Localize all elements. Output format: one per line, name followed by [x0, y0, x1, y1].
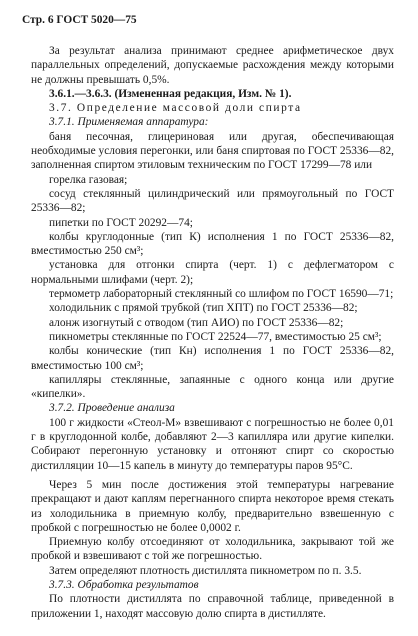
paragraph: По плотности дистиллята по справочной таблице, приведенной в приложении 1, находят массовую долю спирта в дистилляте. — [31, 593, 394, 620]
paragraph: горелка газовая; — [49, 173, 128, 186]
paragraph: За результат анализа принимают среднее арифметическое двух параллельных определений, допускаемые расхождения между которыми не должны превышать 0,5%. — [31, 45, 394, 86]
paragraph: алонж изогнутый с отводом (тип АИО) по ГОСТ 25336—82; — [49, 316, 344, 329]
paragraph: сосуд стеклянный цилиндрический или прямоугольный по ГОСТ 25336—82; — [31, 187, 394, 215]
paragraph: установка для отгонки спирта (черт. 1) с дефлегматором с нормальными шлифами (черт. 2); — [31, 259, 394, 286]
paragraph: Затем определяют плотность дистиллята пикнометром по п. 3.5. — [49, 564, 362, 577]
paragraph: термометр лабораторный стеклянный со шлифом по ГОСТ 16590—71; — [49, 288, 394, 301]
body-text — [31, 44, 394, 621]
paragraph: 3.6.1.—3.6.3. (Измененная редакция, Изм. № 1). — [49, 87, 292, 100]
paragraph: капилляры стеклянные, запаянные с одного конца или другие «кипелки». — [31, 373, 394, 401]
paragraph: 3.7.1. Применяемая аппаратура: — [49, 116, 209, 129]
paragraph: 3.7.2. Проведение анализа — [49, 402, 175, 415]
paragraph: холодильник с прямой трубкой (тип ХПТ) по ГОСТ 25336—82; — [49, 302, 358, 315]
paragraph: 3.7.3. Обработка результатов — [49, 578, 199, 591]
paragraph: колбы конические (тип Кн) исполнения 1 по ГОСТ 25336—82, вместимостью 100 см³; — [31, 345, 394, 372]
paragraph: 3.7. Определение массовой доли спирта — [49, 102, 302, 115]
paragraph: колбы круглодонные (тип К) исполнения 1 по ГОСТ 25336—82, вместимостью 250 см³; — [31, 230, 394, 258]
page-header: Стр. 6 ГОСТ 5020—75 — [22, 14, 137, 26]
paragraph: баня песочная, глицериновая или другая, обеспечивающая необходимые условия перегонки, или баня спиртовая по ГОСТ 25336—82, заполненная спиртом этиловым техническим по ГОСТ 17299—78 или — [31, 130, 394, 172]
paragraph: пикнометры стеклянные по ГОСТ 22524—77, вместимостью 25 см³; — [49, 330, 382, 343]
paragraph: Через 5 мин после достижения этой температуры нагревание прекращают и дают каплям перегнанного спирта некоторое время стекать из холодильника в приемную колбу, предварительно взвешенную с пробкой с погрешностью не более 0,0002 г. — [31, 478, 394, 534]
paragraph: пипетки по ГОСТ 20292—74; — [49, 216, 193, 229]
paragraph: 100 г жидкости «Стеол-М» взвешивают с погрешностью не более 0,01 г в круглодонной колбе, добавляют 2—3 капилляра или другие кипелки. Собирают перегонную установку и отгоняют спирт со скоростью дистилляции 10—15 капель в минуту до температуры паров 95°С. — [31, 416, 394, 472]
paragraph: Приемную колбу отсоединяют от холодильника, закрывают той же пробкой и взвешивают с той же погрешностью. — [31, 536, 394, 563]
